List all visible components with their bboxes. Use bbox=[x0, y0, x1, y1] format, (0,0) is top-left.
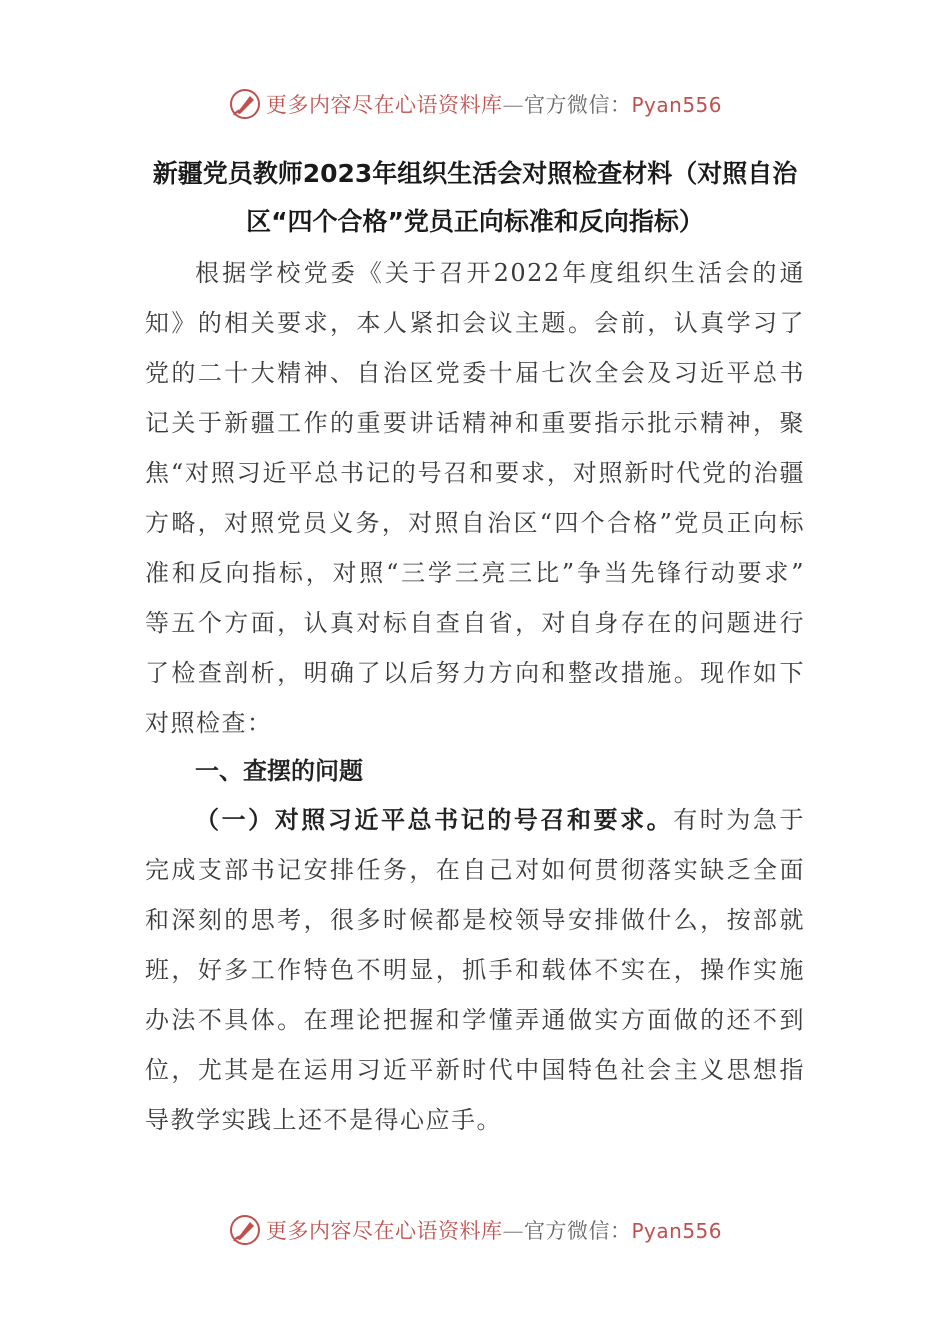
document-title: 新疆党员教师2023年组织生活会对照检查材料（对照自治区“四个合格”党员正向标准和反向指标） bbox=[152, 159, 798, 236]
section-heading: 一、查摆的问题 bbox=[195, 757, 363, 785]
pen-nib-icon bbox=[228, 87, 262, 121]
watermark-text: 更多内容尽在心语资料库—官方微信：Pyan556 bbox=[265, 1219, 722, 1243]
watermark-text: 更多内容尽在心语资料库—官方微信：Pyan556 bbox=[265, 93, 722, 117]
header-watermark bbox=[0, 84, 950, 124]
subsection-paragraph bbox=[145, 795, 805, 1145]
subsection-text: 有时为急于完成支部书记安排任务，在自己对如何贯彻落实缺乏全面和深刻的思考，很多时候都是校领导安排做什么，按部就班，好多工作特色不明显，抓手和载体不实在，操作实施办法不具体。在理论把握和学懂弄通做实方面做的还不到位，尤其是在运用习近平新时代中国特色社会主义思想指导教学实践上还不是得心应手。 bbox=[145, 806, 806, 1134]
intro-paragraph: 根据学校党委《关于召开2022年度组织生活会的通知》的相关要求，本人紧扣会议主题。会前，认真学习了党的二十大精神、自治区党委十届七次全会及习近平总书记关于新疆工作的重要讲话精神和重要指示批示精神，聚焦“对照习近平总书记的号召和要求，对照新时代党的治疆方略，对照党员义务，对照自治区“四个合格”党员正向标准和反向指标，对照“三学三亮三比”争当先锋行动要求” 等五个方面，认真对标自查自省，对自身存在的问题进行了检查剖析，明确了以后努力方向和整改措施。现作如下对照检查： bbox=[145, 259, 805, 737]
footer-watermark bbox=[0, 1210, 950, 1250]
subsection-lead: （一）对照习近平总书记的号召和要求。 bbox=[195, 806, 674, 834]
pen-nib-icon bbox=[228, 1213, 262, 1247]
